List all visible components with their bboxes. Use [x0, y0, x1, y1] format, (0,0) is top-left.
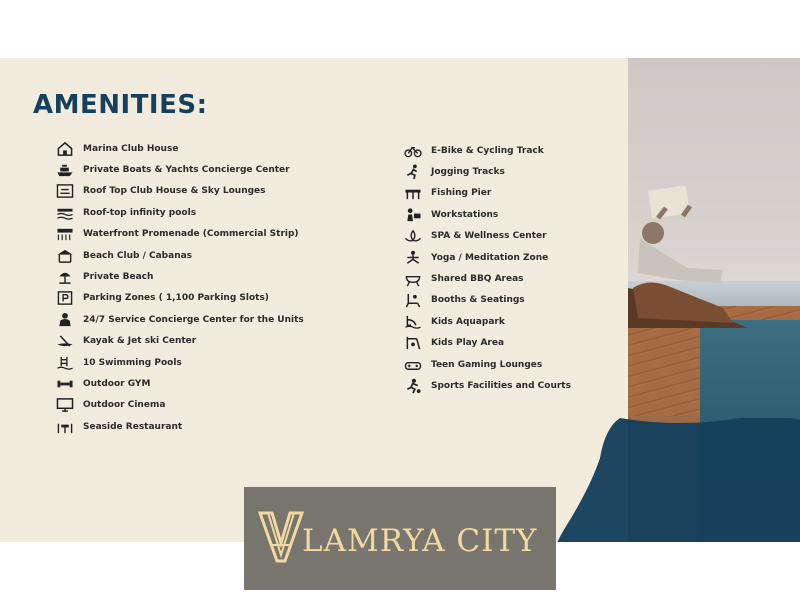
- spa-icon: [403, 227, 423, 245]
- amenity-label: Waterfront Promenade (Commercial Strip): [83, 229, 299, 240]
- amenity-item: [55, 331, 304, 352]
- screen-icon: [55, 396, 75, 414]
- amenities-list-left: [55, 138, 304, 437]
- decorative-blue-shape: [540, 418, 800, 542]
- amenity-item: [55, 288, 304, 309]
- amenity-item: [55, 138, 304, 159]
- parking-icon: [55, 289, 75, 307]
- aquapark-icon: [403, 313, 423, 331]
- amenity-item: [55, 266, 304, 287]
- house-icon: [55, 140, 75, 158]
- booth-icon: [403, 291, 423, 309]
- kayak-icon: [55, 332, 75, 350]
- dining-icon: [55, 418, 75, 436]
- amenity-item: [403, 333, 571, 354]
- amenity-label: Booths & Seatings: [431, 295, 525, 306]
- logo-text: LAMRYA CITY: [302, 523, 538, 559]
- amenity-item: [403, 247, 571, 268]
- amenity-item: [403, 204, 571, 225]
- promenade-icon: [55, 225, 75, 243]
- amenity-label: SPA & Wellness Center: [431, 231, 547, 242]
- amenity-label: Kids Aquapark: [431, 316, 505, 327]
- amenity-label: Teen Gaming Lounges: [431, 359, 543, 370]
- amenity-item: [403, 290, 571, 311]
- amenity-item: [55, 373, 304, 394]
- amenity-item: [55, 416, 304, 437]
- workstation-icon: [403, 206, 423, 224]
- amenity-label: Roof-top infinity pools: [83, 207, 197, 218]
- bbq-icon: [403, 270, 423, 288]
- amenity-item: [403, 140, 571, 161]
- page-title: AMENITIES:: [33, 90, 208, 120]
- amenity-label: Private Boats & Yachts Concierge Center: [83, 165, 290, 176]
- reading-person-image: [628, 178, 748, 328]
- cabana-icon: [55, 247, 75, 265]
- amenity-item: [403, 268, 571, 289]
- amenity-label: Seaside Restaurant: [83, 421, 183, 432]
- amenities-list-right: [403, 140, 571, 397]
- bicycle-icon: [403, 142, 423, 160]
- amenity-label: Yoga / Meditation Zone: [431, 252, 549, 263]
- runner-icon: [403, 163, 423, 181]
- amenity-label: Marina Club House: [83, 143, 179, 154]
- amenity-label: Private Beach: [83, 272, 154, 283]
- amenity-item: [55, 309, 304, 330]
- amenity-item: [55, 352, 304, 373]
- amenity-item: [403, 226, 571, 247]
- swimming-pool-icon: [55, 354, 75, 372]
- amenity-item: [403, 183, 571, 204]
- amenity-item: [403, 375, 571, 396]
- concierge-icon: [55, 311, 75, 329]
- amenity-label: 24/7 Service Concierge Center for the Units: [83, 314, 304, 325]
- gaming-icon: [403, 356, 423, 374]
- amenity-item: [55, 245, 304, 266]
- logo-monogram-icon: [258, 511, 304, 563]
- amenity-label: Roof Top Club House & Sky Lounges: [83, 186, 266, 197]
- amenity-item: [55, 395, 304, 416]
- dumbbell-icon: [55, 375, 75, 393]
- amenity-label: Workstations: [431, 209, 499, 220]
- pier-icon: [403, 184, 423, 202]
- amenity-label: Beach Club / Cabanas: [83, 250, 193, 261]
- amenity-label: Kayak & Jet ski Center: [83, 336, 197, 347]
- amenity-item: [55, 224, 304, 245]
- amenity-item: [403, 354, 571, 375]
- pool-icon: [55, 204, 75, 222]
- yoga-icon: [403, 249, 423, 267]
- amenity-label: Jogging Tracks: [431, 167, 505, 178]
- amenity-label: Fishing Pier: [431, 188, 492, 199]
- amenity-label: Kids Play Area: [431, 338, 505, 349]
- amenity-label: E-Bike & Cycling Track: [431, 145, 544, 156]
- amenity-label: Shared BBQ Areas: [431, 274, 524, 285]
- lounge-icon: [55, 182, 75, 200]
- amenity-label: Outdoor Cinema: [83, 400, 166, 411]
- amenity-item: [403, 311, 571, 332]
- amenity-item: [55, 181, 304, 202]
- sports-icon: [403, 377, 423, 395]
- logo-banner: [244, 487, 556, 590]
- playground-icon: [403, 334, 423, 352]
- amenities-panel: [0, 58, 800, 542]
- amenity-item: [403, 161, 571, 182]
- yacht-icon: [55, 161, 75, 179]
- beach-umbrella-icon: [55, 268, 75, 286]
- amenity-item: [55, 159, 304, 180]
- amenity-label: 10 Swimming Pools: [83, 357, 182, 368]
- amenity-label: Sports Facilities and Courts: [431, 380, 571, 391]
- amenity-label: Parking Zones ( 1,100 Parking Slots): [83, 293, 269, 304]
- amenity-label: Outdoor GYM: [83, 378, 151, 389]
- amenity-item: [55, 202, 304, 223]
